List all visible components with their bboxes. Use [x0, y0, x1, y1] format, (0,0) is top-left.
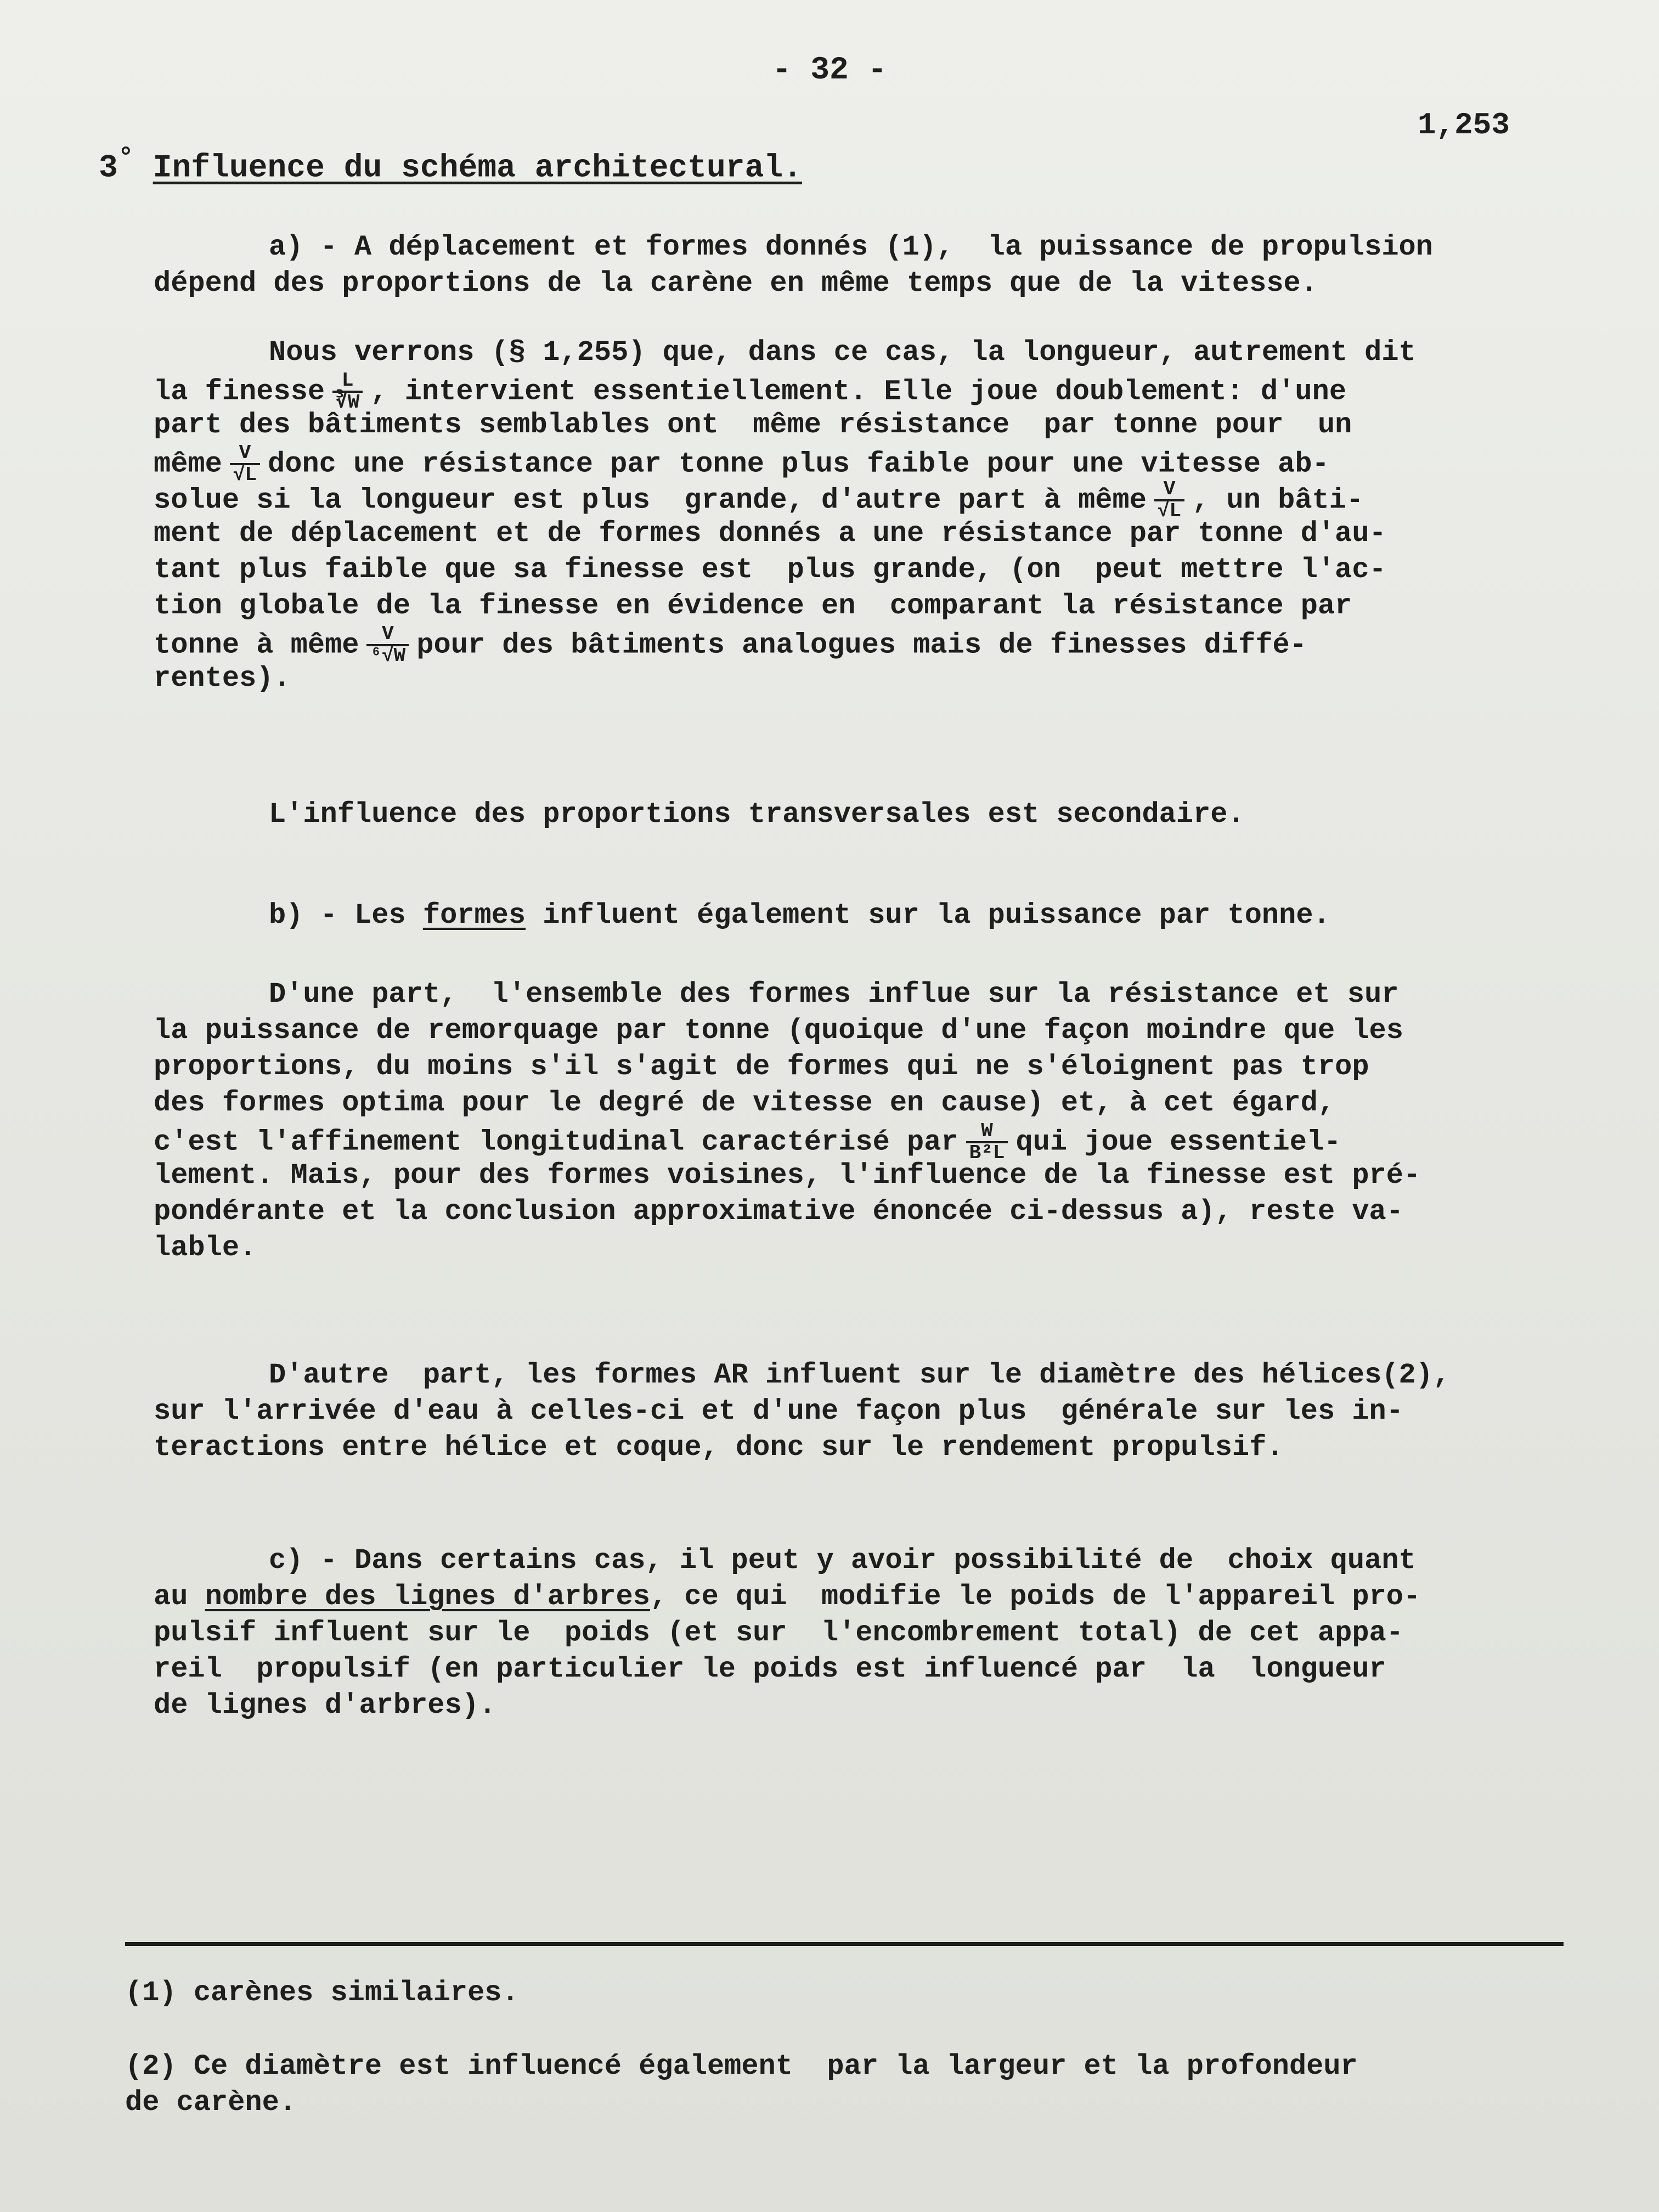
- text-line: b) - Les formes influent également sur la puissance par tonne.: [269, 899, 1330, 932]
- formula-fraction: $\frac{L}{∛W}$: [332, 371, 363, 413]
- formula-fraction: $\frac{V}{\text{⁶√W}}$: [366, 624, 409, 666]
- heading-mark: °: [117, 143, 134, 173]
- text-line: pulsif influent sur le poids (et sur l'encombrement total) de cet appa-: [154, 1617, 1403, 1649]
- text-line: Nous verrons (§ 1,255) que, dans ce cas, la longueur, autrement dit: [269, 336, 1416, 369]
- footnote-2-line: (2) Ce diamètre est influencé également par la largeur et la profondeur: [125, 2050, 1358, 2083]
- text-line: reil propulsif (en particulier le poids est influencé par la longueur: [154, 1653, 1386, 1685]
- formula-fraction: $\frac{V}{√L}$: [1154, 479, 1184, 521]
- paragraph-a: [154, 229, 1564, 302]
- text-line: solue si la longueur est plus grande, d'autre part à même $\frac{V}{√L}$ , un bâti-: [154, 478, 1364, 522]
- page-number: - 32 -: [772, 53, 887, 88]
- text-line: teractions entre hélice et coque, donc sur le rendement propulsif.: [154, 1431, 1284, 1464]
- paragraph-b: [154, 898, 1564, 934]
- text-line: L'influence des proportions transversales est secondaire.: [269, 798, 1245, 831]
- text-line: sur l'arrivée d'eau à celles-ci et d'une façon plus générale sur les in-: [154, 1395, 1403, 1427]
- footnote-1: (1) carènes similaires.: [125, 1977, 519, 2009]
- heading-title: Influence du schéma architectural.: [153, 150, 803, 187]
- paragraph-transversal: [154, 797, 1564, 833]
- text-line: tonne à même $\frac{V}{\text{⁶√W}}$ pour des bâtiments analogues mais de finesses diffé-: [154, 623, 1307, 667]
- text-line: D'une part, l'ensemble des formes influe sur la résistance et sur: [269, 978, 1399, 1011]
- text-line: part des bâtiments semblables ont même résistance par tonne pour un: [154, 409, 1352, 441]
- text-line: même $\frac{V}{√L}$ donc une résistance par tonne plus faible pour une vitesse ab-: [154, 442, 1329, 486]
- text-line: proportions, du moins s'il s'agit de formes qui ne s'éloignent pas trop: [154, 1051, 1369, 1083]
- paragraph-c: [154, 1543, 1564, 1724]
- footnote-2-line: de carène.: [125, 2086, 297, 2119]
- text-line: ment de déplacement et de formes donnés a une résistance par tonne d'au-: [154, 517, 1386, 550]
- text-line: c) - Dans certains cas, il peut y avoir possibilité de choix quant: [269, 1544, 1416, 1577]
- paragraph-d1: [154, 977, 1564, 1266]
- paragraph-d2: [154, 1357, 1564, 1466]
- text-line: a) - A déplacement et formes donnés (1), la puissance de propulsion: [269, 231, 1433, 263]
- text-line: lement. Mais, pour des formes voisines, l'influence de la finesse est pré-: [154, 1159, 1421, 1192]
- footnote-divider: [125, 1942, 1564, 1946]
- text-line: au nombre des lignes d'arbres, ce qui modifie le poids de l'appareil pro-: [154, 1581, 1421, 1613]
- section-code: 1,253: [1417, 108, 1510, 143]
- text-line: la finesse $\frac{L}{∛W}$ , intervient essentiellement. Elle joue doublement: d'une: [154, 369, 1347, 414]
- text-line: la puissance de remorquage par tonne (quoique d'une façon moindre que les: [154, 1014, 1403, 1047]
- text-line: rentes).: [154, 662, 291, 695]
- text-line: tant plus faible que sa finesse est plus grande, (on peut mettre l'ac-: [154, 554, 1386, 586]
- section-heading: [99, 139, 802, 188]
- text-line: tion globale de la finesse en évidence en comparant la résistance par: [154, 590, 1352, 622]
- text-line: lable.: [154, 1232, 257, 1264]
- formula-fraction: $\frac{W}{\text{B²L}}$: [966, 1121, 1008, 1163]
- paragraph-finesse: [154, 335, 1564, 697]
- text-line: de lignes d'arbres).: [154, 1689, 496, 1722]
- text-line: D'autre part, les formes AR influent sur le diamètre des hélices(2),: [269, 1359, 1451, 1391]
- text-line: c'est l'affinement longitudinal caractérisé par $\frac{W}{\text{B²L}}$ qui joue essentiel-: [154, 1120, 1341, 1164]
- text-line: dépend des proportions de la carène en même temps que de la vitesse.: [154, 267, 1318, 300]
- formula-fraction: $\frac{V}{√L}$: [230, 443, 260, 485]
- text-line: pondérante et la conclusion approximative énoncée ci-dessus a), reste va-: [154, 1195, 1403, 1228]
- heading-number: 3: [99, 150, 118, 187]
- text-line: des formes optima pour le degré de vitesse en cause) et, à cet égard,: [154, 1087, 1335, 1119]
- footnotes: [125, 1975, 1564, 2121]
